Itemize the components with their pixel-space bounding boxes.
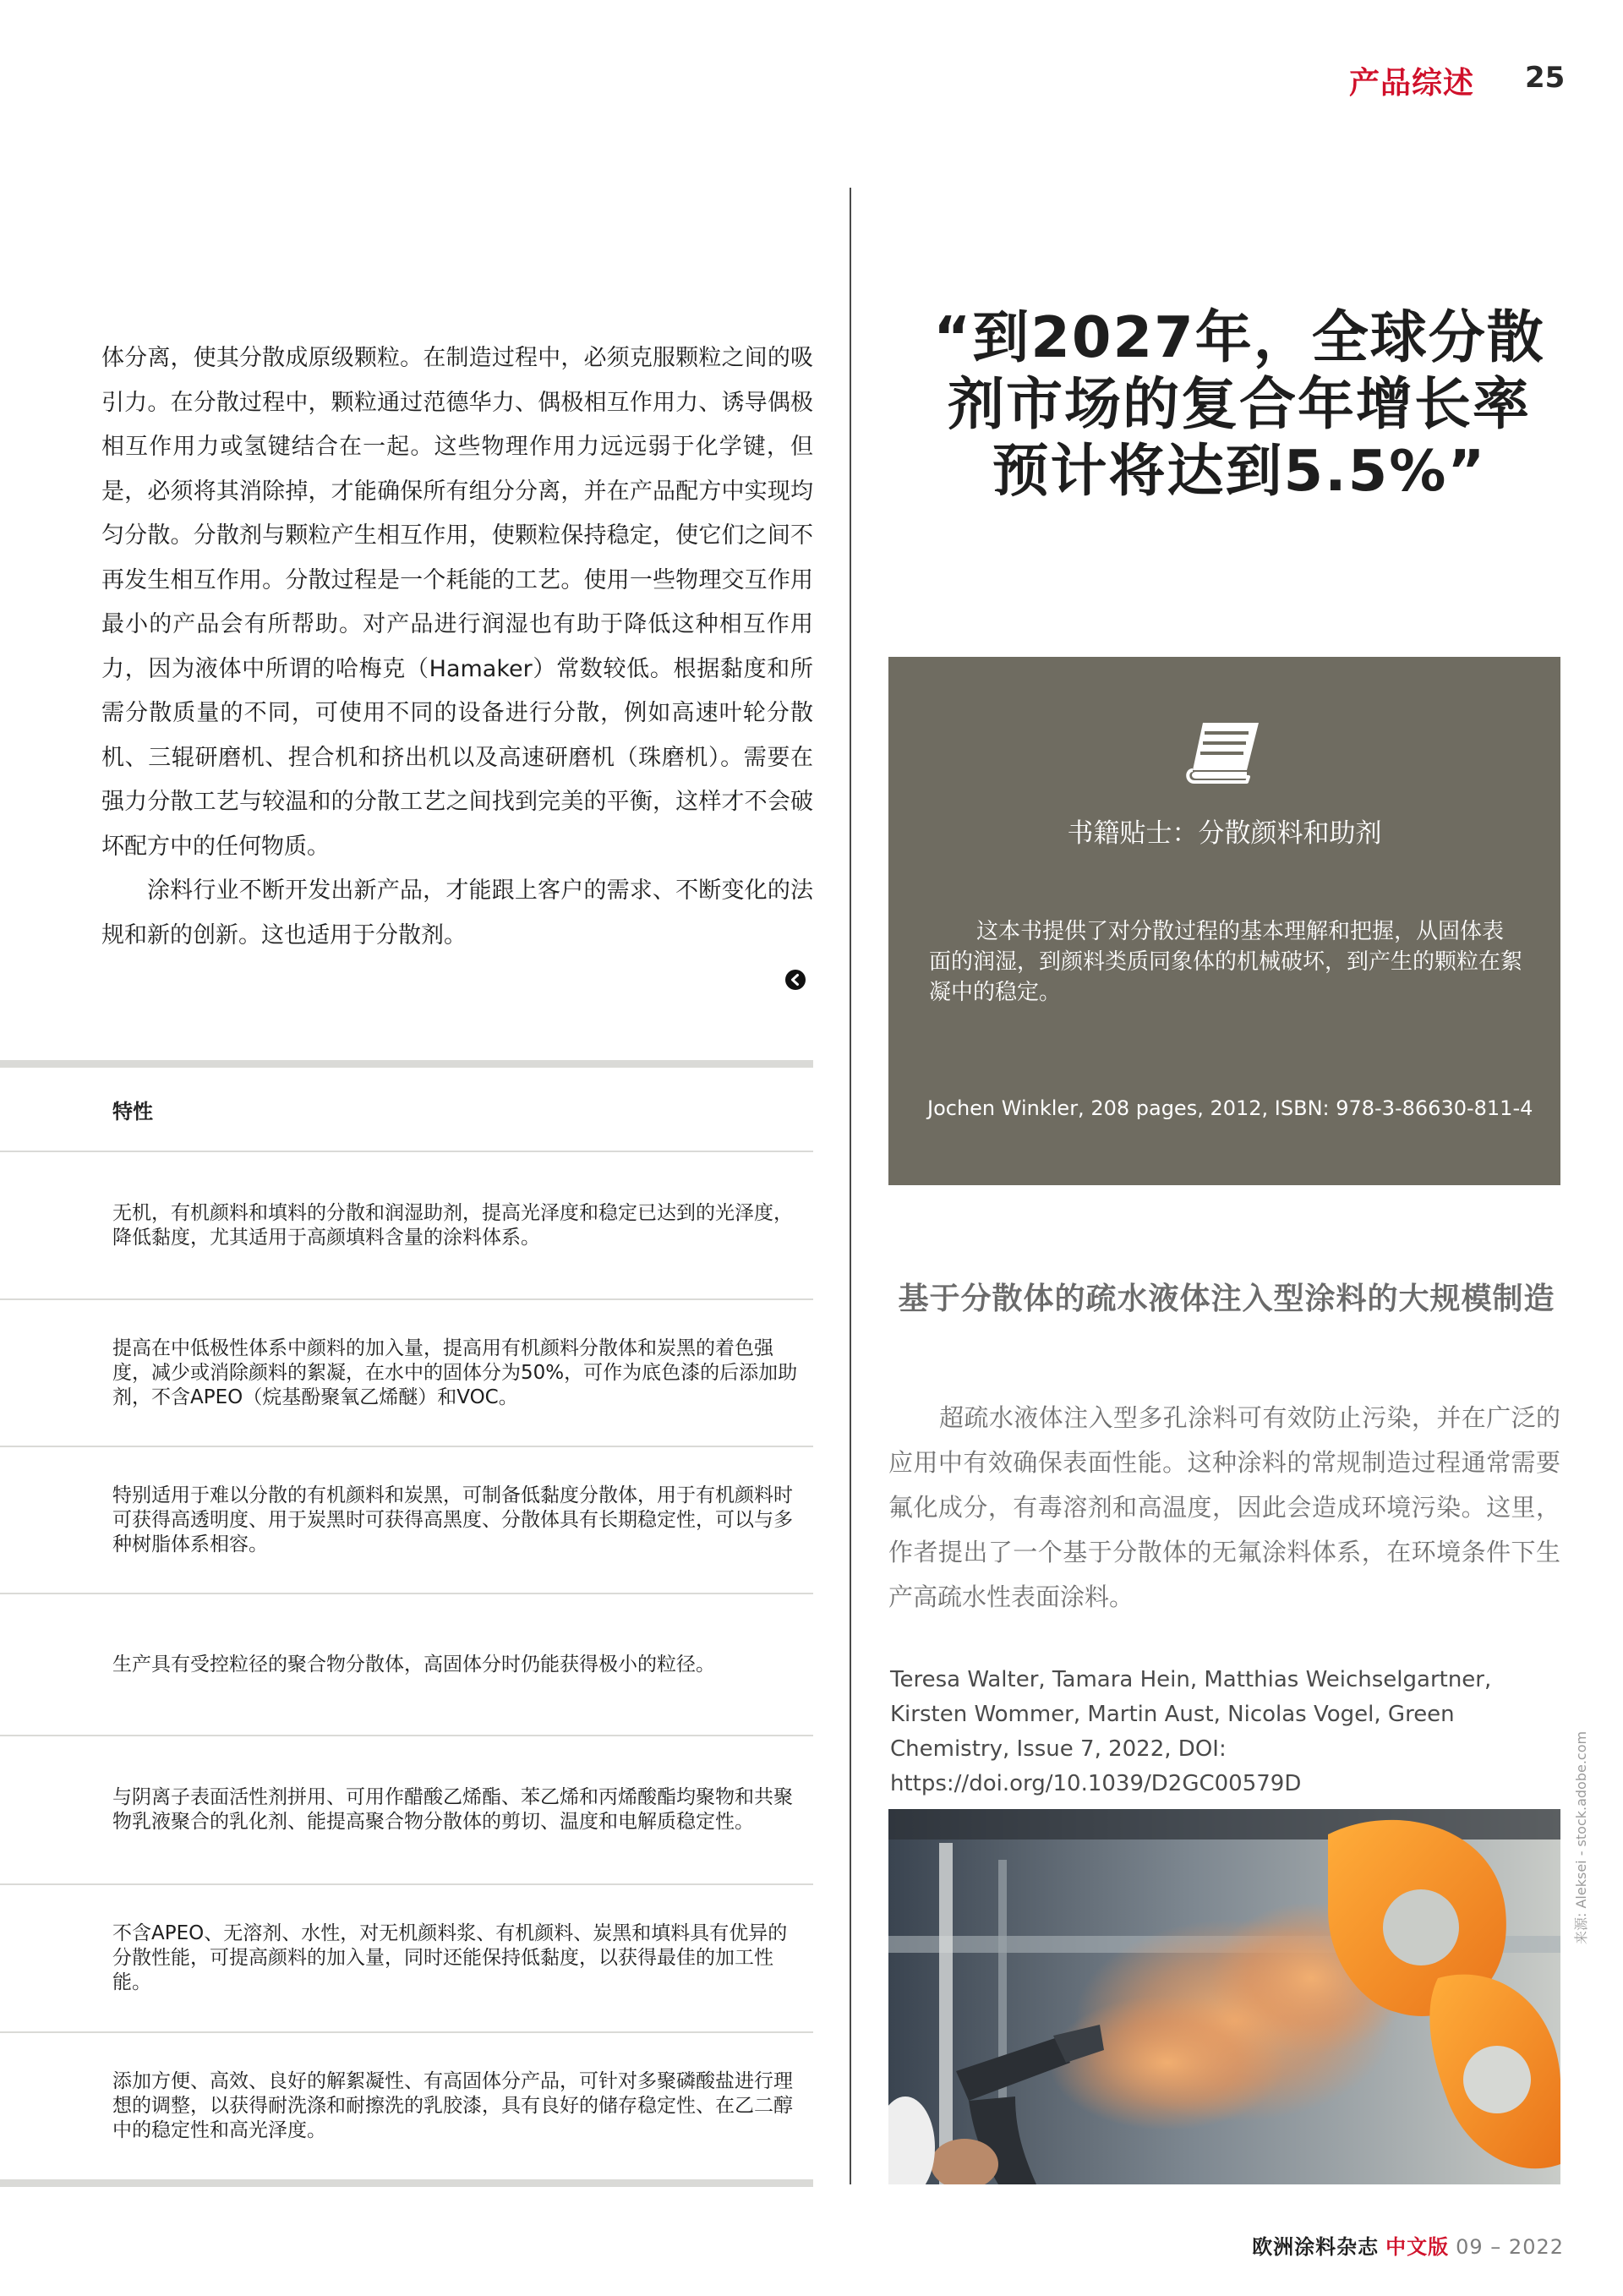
table-row: 与阴离子表面活性剂拼用、可用作醋酸乙烯酯、苯乙烯和丙烯酸酯均聚物和共聚物乳液聚合的乳化剂、能提高聚合物分散体的剪切、温度和电解质稳定性。	[112, 1786, 793, 1833]
page-number: 25	[1525, 61, 1566, 95]
article-authors: Teresa Walter, Tamara Hein, Matthias Weichselgartner, Kirsten Wommer, Martin Aust, Nicolas Vogel, Green Chemistry, Issue 7, 2022, DOI: https://doi.org/10.1039/D2GC00579D	[890, 1667, 1492, 1796]
book-icon	[1181, 718, 1265, 785]
table-row: 不含APEO、无溶剂、水性，对无机颜料浆、有机颜料、炭黑和填料具有优异的分散性能，可提高颜料的加入量，同时还能保持低黏度，以获得最佳的加工性能。	[112, 1922, 788, 1993]
column-divider	[850, 188, 851, 2184]
article-title: 基于分散体的疏水液体注入型涂料的大规模制造	[898, 1282, 1555, 1316]
properties-table	[0, 1060, 813, 2187]
table-row: 添加方便、高效、良好的解絮凝性、有高固体分产品，可针对多聚磷酸盐进行理想的调整，以获得耐洗涤和耐擦洗的乳胶漆，具有良好的储存稳定性、在乙二醇中的稳定性和高光泽度。	[112, 2070, 793, 2141]
book-tip-title: 书籍贴士：分散颜料和助剂	[1067, 818, 1382, 849]
book-tip-reference: Jochen Winkler, 208 pages, 2012, ISBN: 978-3-86630-811-4	[927, 1096, 1533, 1120]
back-arrow-icon[interactable]	[785, 970, 806, 990]
section-title: 产品综述	[1349, 66, 1475, 101]
book-tip-box	[888, 657, 1560, 1185]
footer-magazine: 欧洲涂料杂志	[1252, 2235, 1380, 2259]
footer	[1252, 2230, 1564, 2260]
footer-edition: 中文版	[1385, 2235, 1450, 2259]
footer-issue: 09 – 2022	[1456, 2235, 1564, 2259]
body-paragraph-2: 涂料行业不断开发出新产品，才能跟上客户的需求、不断变化的法规和新的创新。这也适用于分散剂。	[101, 877, 813, 948]
table-header: 特性	[112, 1099, 153, 1123]
table-row: 无机，有机颜料和填料的分散和润湿助剂，提高光泽度和稳定已达到的光泽度，降低黏度，尤其适用于高颜填料含量的涂料体系。	[112, 1201, 793, 1249]
book-tip-description: 这本书提供了对分散过程的基本理解和把握，从固体表面的润湿，到颜料类质同象体的机械破坏，到产生的颗粒在絮凝中的稳定。	[929, 919, 1523, 1005]
quote-line-3: 预计将达到5.5%”	[992, 438, 1487, 504]
quote-line-1: “到2027年，全球分散	[933, 304, 1545, 370]
table-row: 特别适用于难以分散的有机颜料和炭黑，可制备低黏度分散体，用于有机颜料时可获得高透明度、用于炭黑时可获得高黑度、分散体具有长期稳定性，可以与多种树脂体系相容。	[112, 1484, 793, 1555]
quote-line-2: 剂市场的复合年增长率	[948, 371, 1531, 437]
table-bottom-rule	[0, 2179, 813, 2187]
body-paragraph-1: 体分离，使其分散成原级颗粒。在制造过程中，必须克服颗粒之间的吸引力。在分散过程中，颗粒通过范德华力、偶极相互作用力、诱导偶极相互作用力或氢键结合在一起。这些物理作用力远远弱于化学键，但是，必须将其消除掉，才能确保所有组分分离，并在产品配方中实现均匀分散。分散剂与颗粒产生相互作用，使颗粒保持稳定，使它们之间不再发生相互作用。分散过程是一个耗能的工艺。使用一些物理交互作用最小的产品会有所帮助。对产品进行润湿也有助于降低这种相互作用力，因为液体中所谓的哈梅克（Hamaker）常数较低。根据黏度和所需分散质量的不同，可使用不同的设备进行分散，例如高速叶轮分散机、三辊研磨机、捏合机和挤出机以及高速研磨机（珠磨机）。需要在强力分散工艺与较温和的分散工艺之间找到完美的平衡，这样才不会破坏配方中的任何物质。	[101, 345, 813, 860]
pull-quote	[884, 304, 1594, 505]
article-paragraph: 超疏水液体注入型多孔涂料可有效防止污染，并在广泛的应用中有效确保表面性能。这种涂料的常规制造过程通常需要氟化成分，有毒溶剂和高温度，因此会造成环境污染。这里，作者提出了一个基于分散体的无氟涂料体系，在环境条件下生产高疏水性表面涂料。	[888, 1403, 1560, 1611]
body-text	[101, 336, 813, 958]
photo-illustration	[888, 1809, 1560, 2184]
table-row: 生产具有受控粒径的聚合物分散体，高固体分时仍能获得极小的粒径。	[112, 1653, 715, 1676]
table-top-rule	[0, 1060, 813, 1068]
article-body	[888, 1396, 1560, 1620]
photo-credit: 来源: Aleksei - stock.adobe.com	[1573, 1730, 1589, 1944]
spray-painting-photo	[888, 1809, 1560, 2184]
table-row: 提高在中低极性体系中颜料的加入量，提高用有机颜料分散体和炭黑的着色强度，减少或消除颜料的絮凝，在水中的固体分为50%，可作为底色漆的后添加助剂，不含APEO（烷基酚聚氧乙烯醚）和VOC。	[112, 1337, 798, 1408]
